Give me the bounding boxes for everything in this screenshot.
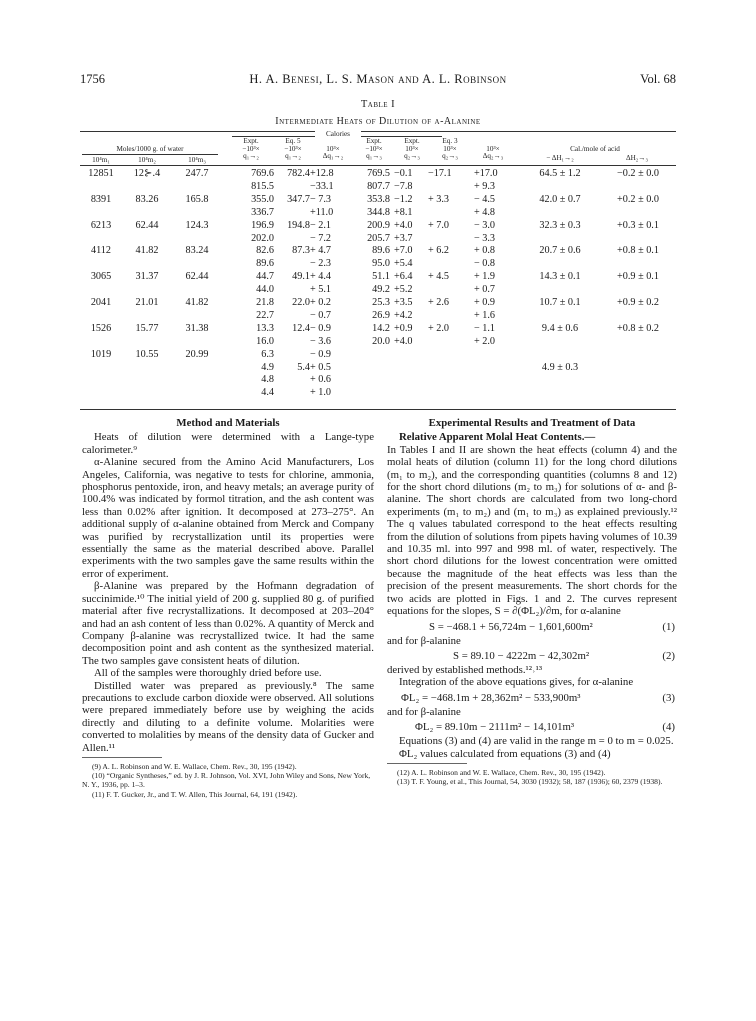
- table-cell: 21.01: [135, 297, 159, 308]
- footnotes-left: [82, 757, 374, 799]
- table-cell: 41.82: [135, 245, 159, 257]
- paragraph: α-Alanine secured from the Amino Acid Manufacturers, Los Angeles, California, was negative to tests for chlorine, ammonia, phosphorus pentoxide, iron, and heavy metals; an average purity of 100.4% was indicated by formol titration, and the ash content was less than 0.02% after ignition. It decomposed at 273–275°. An additional supply of α-alanine obtained from Merck and Company was purified by recrystallization until its properties were essentially the same as the material described above. Parallel experiments with the two samples gave the same results within the error of experiment.: [82, 456, 374, 580]
- table-cell: +0.8 ± 0.2: [617, 322, 659, 334]
- table-cell: 782.4: [287, 168, 310, 179]
- table-cell: − 4.5: [474, 193, 496, 205]
- table-cell: +4.0: [394, 219, 413, 231]
- table-cell: − 7.2: [310, 232, 332, 244]
- table-cell: +17.0: [474, 168, 498, 179]
- table-cell: 51.1: [372, 271, 390, 283]
- table-cell: + 4.8: [474, 206, 496, 218]
- section-heading-methods: Method and Materials: [176, 417, 280, 429]
- footnote: (11) F. T. Gucker, Jr., and T. W. Allen, This Journal, 64, 191 (1942).: [92, 789, 298, 799]
- table-cell: +0.9 ± 0.1: [617, 271, 659, 283]
- paragraph: In Tables I and II are shown the heat effects (column 4) and the molal heats of dilution (column 11) for the long chord dilutions (m₁ to m₂), and the corresponding quantities (columns 8 and 12) for the short chord dilutions (m₂ to m₃) for solutions of α- and β-alanine. The short chords are calculated from two long-chord experiments (m₁ to m₂) and (m₁ to m₃) as explained previously.¹² The q values tabulated correspond to the heat effects resulting from the dilution of solutions from pipets having volumes of 10.39 and 10.35 ml. into 997 and 998 ml. of water, respectively. The short chord dilutions for the lowest concentration were omitted because the magnitude of the heat effects was less than the precision of the present measurements. The short chords for the two acids are plotted in Figs. 1 and 2. The curves represent equations for the slopes, S = ∂(ΦL₂)/∂m, for α-alanine: [387, 443, 677, 618]
- table-cell: 124.3: [185, 219, 209, 231]
- delta12-header: 10³× Δq₁→₂: [322, 144, 344, 160]
- table-cell: 769.5: [367, 168, 390, 179]
- table-cell: +5.4: [394, 258, 413, 270]
- m1-header: 10⁴m₁: [92, 156, 110, 164]
- table-cell: 22.7: [256, 309, 274, 321]
- table-cell: +6.4: [394, 271, 413, 283]
- table-cell: 31.38: [185, 322, 209, 334]
- table-cell: 26.9: [372, 309, 390, 321]
- table-cell: 49.2: [372, 284, 390, 296]
- table-cell: + 0.5: [310, 361, 332, 373]
- table-cell: 205.7: [367, 232, 390, 244]
- table-cell: 769.6: [251, 168, 274, 179]
- table-cell: 355.0: [251, 193, 274, 205]
- delta23-header: 10³× Δq₂→₃: [482, 144, 504, 160]
- table-cell: − 3.6: [310, 335, 332, 347]
- table-cell: 42.0 ± 0.7: [539, 193, 581, 205]
- table-cell: 815.5: [251, 180, 274, 192]
- table-cell: +4.0: [394, 335, 413, 347]
- table-cell: 49.1: [292, 271, 310, 283]
- table-cell: 247.7: [185, 168, 209, 179]
- table-cell: 200.9: [367, 219, 390, 231]
- paragraph: Distilled water was prepared as previously.⁸ The same precautions to exclude carbon dioxide were observed. All solutions were prepared immediately before use by weighing the acids directly and diluting to a definite volume. Molarities were converted to molalities by means of the density data of Gucker and Allen.¹¹: [82, 679, 374, 754]
- table-cell: 44.0: [256, 284, 274, 296]
- table-cell: 15.77: [135, 322, 159, 334]
- table-cell: −1.2: [394, 193, 413, 205]
- table-cell: −17.1: [428, 168, 452, 179]
- table-cell: 8391: [90, 193, 112, 205]
- table-cell: 31.37: [135, 271, 159, 283]
- table-cell: 32.3 ± 0.3: [539, 219, 581, 231]
- table-cell: 344.8: [367, 206, 390, 218]
- table-cell: 202.0: [251, 232, 274, 244]
- moles-rule: [82, 154, 218, 155]
- table-cell: +11.0: [310, 206, 334, 218]
- moles-header: Moles/1000 g. of water: [116, 145, 184, 153]
- footnote: (10) “Organic Syntheses,” ed. by J. R. Johnson, Vol. XVI, John Wiley and Sons, New York, N. Y., 1936, pp. 1–3.: [82, 771, 371, 790]
- running-header: [80, 72, 676, 90]
- table-cell: 87.3: [292, 245, 310, 257]
- footnotes-right: [387, 763, 677, 786]
- table-cell: 347.7: [287, 193, 310, 205]
- table-cell: − 1.1: [474, 322, 496, 334]
- table-cell: + 9.3: [474, 180, 496, 192]
- subheading-heat-contents: Relative Apparent Molal Heat Contents.—: [399, 431, 596, 444]
- table-cell: + 0.9: [474, 297, 496, 308]
- paragraph: and for β-alanine: [387, 634, 461, 647]
- table-cell: 83.24: [185, 245, 209, 257]
- table-cell: 20.7 ± 0.6: [539, 245, 581, 257]
- table-cell: 6.3: [261, 348, 274, 360]
- paragraph: and for β-alanine: [387, 705, 461, 718]
- table-cell: + 3.3: [428, 193, 450, 205]
- table-cell: 4.4: [261, 387, 274, 399]
- table-cell: +0.8 ± 0.1: [617, 245, 659, 257]
- m3-header: 10⁴m₃: [188, 156, 206, 164]
- table-cell: +3.7: [394, 232, 413, 244]
- dh23-header: ΔH₂→₃: [625, 154, 648, 162]
- table-cell: + 0.2: [310, 297, 332, 308]
- eq3-header: Eq. 3 10³× q₂→₃: [442, 137, 458, 160]
- table-cell: 14.3 ± 0.1: [539, 271, 581, 283]
- table-cell: 62.44: [135, 219, 159, 231]
- table-cell: +0.3 ± 0.1: [617, 219, 659, 231]
- paragraph: derived by established methods.¹²˒¹³: [387, 663, 543, 676]
- table-cell: 4.9 ± 0.3: [541, 361, 579, 373]
- expt1-header: Expt. −10³× q₁→₂: [242, 137, 260, 160]
- footnote: (13) T. F. Young, et al., This Journal, 54, 3030 (1932); 58, 187 (1936); 60, 2379 (1938).: [397, 777, 663, 787]
- table-cell: +5.2: [394, 284, 413, 296]
- table-cell: + 6.2: [428, 245, 450, 257]
- table-cell: + 4.4: [310, 271, 332, 283]
- paragraph: Equations (3) and (4) are valid in the range m = 0 to m = 0.025.: [399, 735, 674, 748]
- paragraph: β-Alanine was prepared by the Hofmann degradation of succinimide.¹⁰ The initial yield of 200 g. supplied 80 g. of purified material after five recrystallizations. It decomposed at 203–204° and had an ash content of less than 0.02%. A quantity of Merck and Company β-alanine was recrystallized twice. It had the same decomposition point and ash content as the synthesized material. The two samples gave consistent heats of dilution.: [82, 580, 374, 667]
- footnote-rule: [387, 763, 467, 764]
- table-cell: + 1.6: [474, 309, 496, 321]
- footnote-rule: [82, 757, 162, 758]
- table-cell: 196.9: [251, 219, 274, 231]
- table-cell: 22.0: [292, 297, 310, 308]
- table-cell: −33.1: [310, 180, 334, 192]
- table-cell: − 2.3: [310, 258, 332, 270]
- expt3-header: Expt. 10³× q₂→₃: [404, 137, 420, 160]
- table-cell: 4.9: [261, 361, 274, 373]
- table-header-rule: [80, 165, 676, 166]
- table-cell: 16.0: [256, 335, 274, 347]
- footnote: (12) A. L. Robinson and W. E. Wallace, Chem. Rev., 30, 195 (1942).: [397, 767, 606, 777]
- table-cell: 12851: [88, 168, 114, 179]
- table-cell: − 3.3: [474, 232, 496, 244]
- table-cell: + 0.7: [474, 284, 496, 296]
- table-cell: + 4.5: [428, 271, 450, 283]
- table-cell: −7.8: [394, 180, 413, 192]
- table-cell: + 0.8: [474, 245, 496, 257]
- table-cell: 1019: [90, 348, 112, 360]
- table-cell: + 0.6: [310, 374, 332, 386]
- table-cell: 353.8: [367, 193, 390, 205]
- table-cell: − 0.9: [310, 348, 332, 360]
- equation-2: S = 89.10 − 4222m − 42,302m² (2): [453, 649, 675, 662]
- paragraph: Heats of dilution were determined with a Lange-type calorimeter.⁹: [82, 431, 374, 456]
- table-cell: 2041: [90, 297, 112, 308]
- table-cell: 64.5 ± 1.2: [539, 168, 581, 179]
- table-cell: 95.0: [372, 258, 390, 270]
- dh12-header: − ΔH₁→₂: [546, 154, 574, 162]
- expt2-header: Expt. −10³× q₁→₃: [365, 137, 383, 160]
- table-cell: 41.82: [185, 297, 209, 308]
- table-cell: 83.26: [135, 193, 159, 205]
- cal-per-mole-header: Cal./mole of acid: [570, 145, 620, 153]
- table-cell: 9.4 ± 0.6: [541, 322, 579, 334]
- table-cell: −0.2 ± 0.0: [617, 168, 659, 179]
- table-cell: 6213: [90, 219, 112, 231]
- table-cell: 13.3: [256, 322, 274, 334]
- table-cell: − 0.7: [310, 309, 332, 321]
- table-cell: +0.2 ± 0.0: [617, 193, 659, 205]
- table-cell: 14.2: [372, 322, 390, 334]
- table-cell: 12⊱.4: [133, 168, 161, 179]
- table-cell: 10.7 ± 0.1: [539, 297, 581, 308]
- table-cell: + 1.0: [310, 387, 332, 399]
- table-label: Table I: [360, 99, 396, 110]
- table-cell: −0.1: [394, 168, 413, 179]
- table-cell: − 0.9: [310, 322, 332, 334]
- paragraph: All of the samples were thoroughly dried before use.: [94, 667, 322, 680]
- table-cell: +7.0: [394, 245, 413, 257]
- table-cell: + 1.9: [474, 271, 496, 283]
- table-cell: 4112: [91, 245, 111, 257]
- table-cell: 336.7: [251, 206, 274, 218]
- table-cell: + 2.0: [474, 335, 496, 347]
- table-cell: + 5.1: [310, 284, 332, 296]
- table-cell: 25.3: [372, 297, 390, 308]
- table-cell: +0.9: [394, 322, 413, 334]
- table-cell: 89.6: [256, 258, 274, 270]
- table-cell: − 0.8: [474, 258, 496, 270]
- table-cell: +12.8: [310, 168, 334, 179]
- table-cell: − 2.1: [310, 219, 332, 231]
- paragraph: Integration of the above equations gives, for α-alanine: [399, 676, 634, 689]
- table-cell: 82.6: [256, 245, 274, 257]
- footnote: (9) A. L. Robinson and W. E. Wallace, Chem. Rev., 30, 195 (1942).: [92, 761, 297, 771]
- volume-label: Vol. 68: [640, 72, 676, 86]
- table-cell: 20.0: [372, 335, 390, 347]
- table-cell: 44.7: [256, 271, 274, 283]
- table-cell: 1526: [90, 322, 112, 334]
- table-cell: + 2.0: [428, 322, 450, 334]
- right-column: [387, 417, 677, 786]
- table-cell: 194.8: [287, 219, 310, 231]
- equation-1: S = −468.1 + 56,724m − 1,601,600m² (1): [429, 620, 675, 633]
- table-cell: + 2.6: [428, 297, 450, 308]
- table-cell: 807.7: [367, 180, 390, 192]
- table-cell: 4.8: [261, 374, 274, 386]
- table-cell: 12.4: [292, 322, 310, 334]
- table-cell: + 4.7: [310, 245, 332, 257]
- paragraph: ΦL₂ values calculated from equations (3) and (4): [399, 747, 611, 760]
- table-top-rule: [80, 131, 676, 132]
- eq5-header: Eq. 5 −10³× q₁→₂: [284, 137, 302, 160]
- table-cell: 3065: [90, 271, 112, 283]
- calories-header: Calories: [315, 131, 361, 139]
- page-number: 1756: [80, 72, 105, 86]
- table-cell: 5.4: [297, 361, 310, 373]
- table-cell: +8.1: [394, 206, 413, 218]
- table-cell: + 7.0: [428, 219, 450, 231]
- table-cell: +4.2: [394, 309, 413, 321]
- table-bottom-rule: [80, 409, 676, 410]
- equation-4: ΦL₂ = 89.10m − 2111m² − 14,101m³ (4): [415, 721, 675, 734]
- table-title: Intermediate Heats of Dilution of α-Alanine: [275, 116, 481, 127]
- table-cell: 62.44: [185, 271, 209, 283]
- table-cell: − 7.3: [310, 193, 332, 205]
- m2-header: 10⁴m₂: [138, 156, 156, 164]
- left-column: [82, 417, 374, 799]
- section-heading-results: Experimental Results and Treatment of Data: [428, 417, 636, 429]
- equation-3: ΦL₂ = −468.1m + 28,362m² − 533,900m³ (3): [401, 691, 675, 704]
- table-cell: +3.5: [394, 297, 413, 308]
- table-cell: 89.6: [372, 245, 390, 257]
- table-cell: +0.9 ± 0.2: [617, 297, 659, 308]
- table-cell: 10.55: [135, 348, 159, 360]
- running-authors: H. A. Benesi, L. S. Mason and A. L. Robinson: [249, 72, 507, 86]
- table-cell: 21.8: [256, 297, 274, 308]
- table-cell: 165.8: [185, 193, 209, 205]
- table-cell: 20.99: [185, 348, 209, 360]
- table-cell: − 3.0: [474, 219, 496, 231]
